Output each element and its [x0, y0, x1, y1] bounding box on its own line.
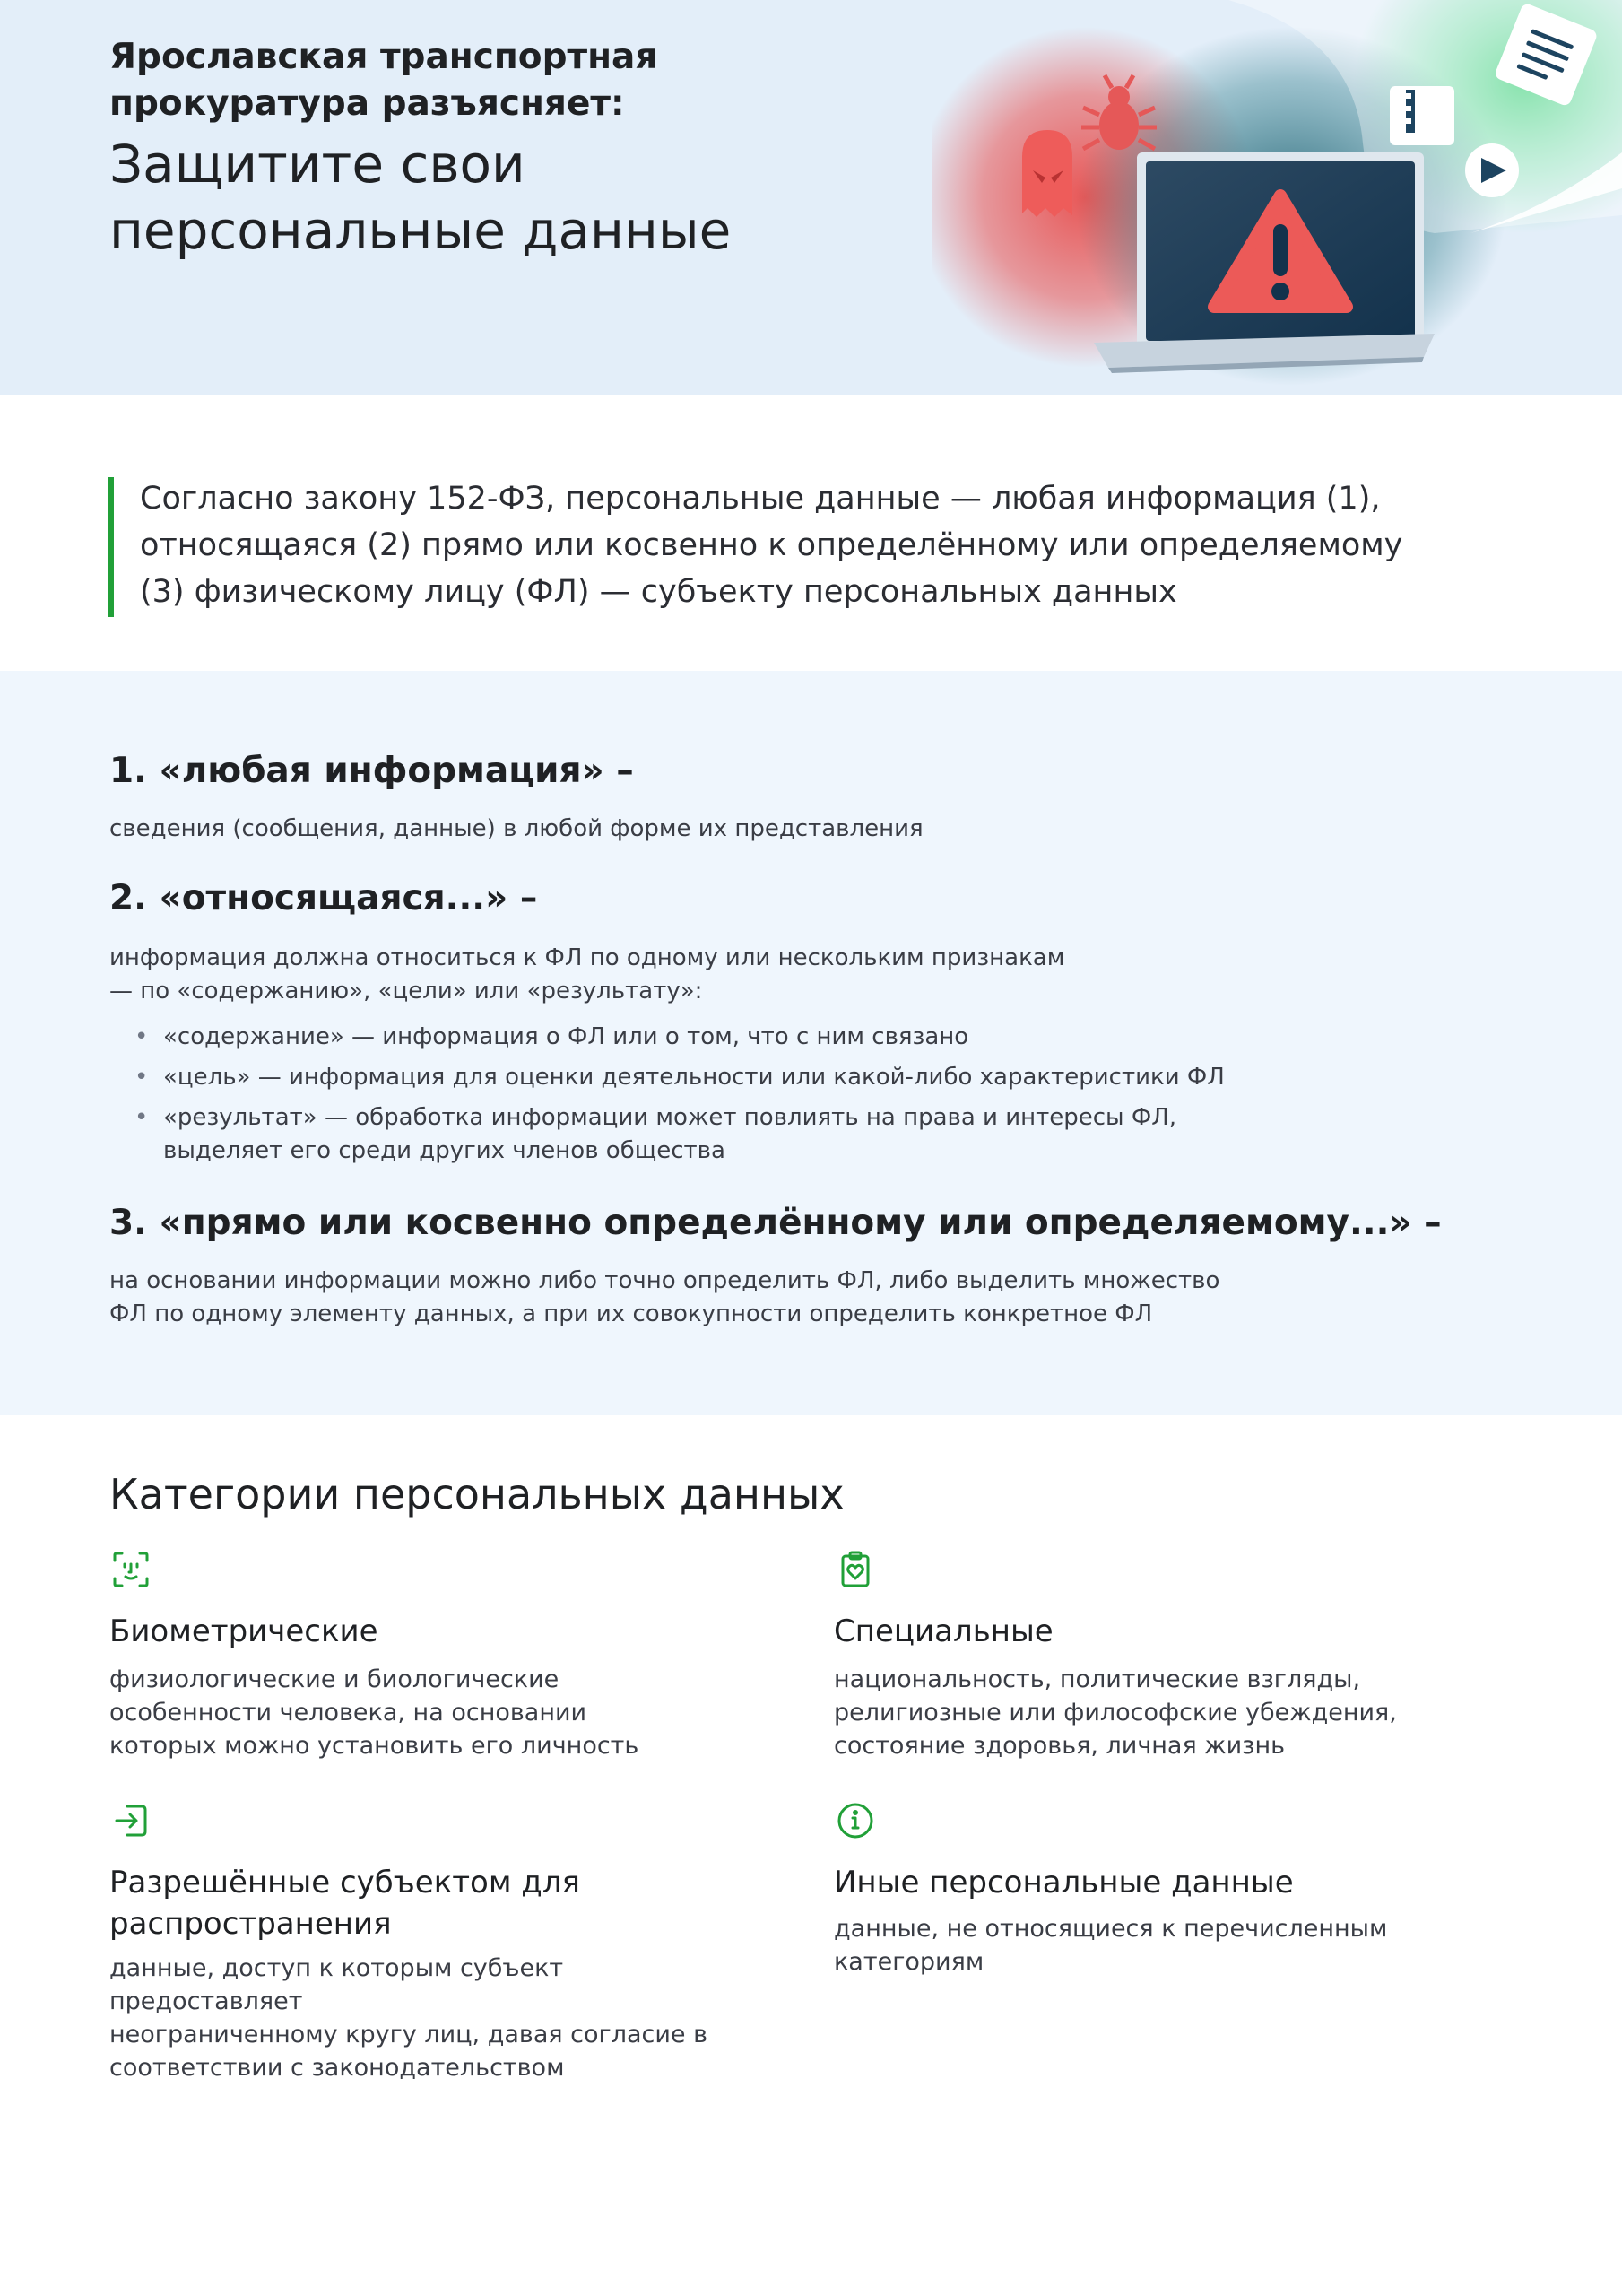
category-description — [834, 1663, 1479, 1762]
category-name-line: распространения — [109, 1906, 392, 1942]
category-name-line: Специальные — [834, 1613, 1054, 1649]
category-name — [109, 1862, 755, 1944]
category-desc-line: состояние здоровья, личная жизнь — [834, 1732, 1286, 1760]
intro-line: Согласно закону 152-ФЗ, персональные данные — любая информация (1), — [140, 481, 1381, 517]
category-name-line: Разрешённые субъектом для — [109, 1865, 580, 1900]
bullet-item — [134, 1021, 1300, 1054]
bullet-line: • «результат» — обработка информации может повлиять на права и интересы ФЛ, — [163, 1104, 1177, 1131]
definition-text-line: ФЛ по одному элементу данных, а при их совокупности определить конкретное ФЛ — [109, 1300, 1153, 1327]
category-name — [834, 1611, 1479, 1652]
category-permitted-distribution — [109, 1799, 755, 2082]
laptop-warning-illustration — [932, 0, 1622, 395]
org-line: прокуратура разъясняет: — [109, 83, 625, 124]
category-name-line: Биометрические — [109, 1613, 378, 1649]
category-name — [109, 1611, 755, 1652]
intro-line: (3) физическому лицу (ФЛ) — субъекту персональных данных — [140, 574, 1177, 610]
definition-2-title: 2. «относящаяся...» – — [109, 878, 538, 918]
category-other — [834, 1799, 1479, 1979]
bullet-item — [134, 1061, 1300, 1094]
definition-text-line: на основании информации можно либо точно определить ФЛ, либо выделить множество — [109, 1267, 1220, 1294]
definition-3-text — [109, 1265, 1275, 1331]
definition-1-title: 1. «любая информация» – — [109, 751, 634, 791]
category-desc-line: национальность, политические взгляды, — [834, 1665, 1361, 1693]
category-description — [109, 1952, 755, 2084]
definition-2-text — [109, 942, 1275, 1008]
page-title — [109, 131, 827, 264]
category-desc-line: религиозные или философские убеждения, — [834, 1699, 1397, 1726]
definitions-section — [0, 671, 1622, 1415]
login-arrow-icon — [109, 1799, 152, 1842]
definition-3-title: 3. «прямо или косвенно определённому или определяемому...» – — [109, 1203, 1442, 1243]
category-desc-line: данные, не относящиеся к перечисленным категориям — [834, 1915, 1388, 1976]
category-special — [834, 1548, 1479, 1772]
definition-2-bullets — [134, 1021, 1300, 1175]
org-line: Ярославская транспортная — [109, 37, 658, 77]
category-name — [834, 1862, 1479, 1903]
intro-section — [0, 395, 1622, 671]
info-circle-icon — [834, 1799, 877, 1842]
title-line: Защитите свои — [109, 134, 525, 195]
definition-1-text — [109, 813, 1275, 846]
category-desc-line: неограниченному кругу лиц, давая согласие в — [109, 2021, 708, 2048]
category-name-line: Иные персональные данные — [834, 1865, 1294, 1900]
category-desc-line: физиологические и биологические — [109, 1665, 559, 1693]
definition-text-line: информация должна относиться к ФЛ по одному или нескольким признакам — [109, 944, 1065, 971]
face-scan-icon — [109, 1548, 152, 1591]
bullet-line: выделяет его среди других членов общества — [163, 1137, 725, 1164]
intro-accent-bar — [108, 477, 114, 617]
categories-title: Категории персональных данных — [109, 1470, 845, 1518]
intro-quote — [140, 475, 1440, 615]
category-biometric — [109, 1548, 755, 1772]
title-line: персональные данные — [109, 200, 732, 261]
category-desc-line: особенности человека, на основании — [109, 1699, 587, 1726]
bullet-line: «содержание» — информация о ФЛ или о том, что с ним связано — [163, 1023, 969, 1050]
category-desc-line: которых можно установить его личность — [109, 1732, 639, 1760]
bullet-item — [134, 1101, 1300, 1168]
category-description — [109, 1663, 755, 1762]
definition-text-line: сведения (сообщения, данные) в любой форме их представления — [109, 815, 924, 842]
definition-text-line: — по «содержанию», «цели» или «результату»: — [109, 978, 703, 1004]
organization-title — [109, 34, 791, 127]
clipboard-heart-icon — [834, 1548, 877, 1591]
category-desc-line: данные, доступ к которым субъект предоставляет — [109, 1954, 564, 2015]
category-description — [834, 1912, 1479, 1979]
category-desc-line: соответствии с законодательством — [109, 2054, 565, 2082]
categories-section — [0, 1415, 1622, 2296]
bullet-line: «цель» — информация для оценки деятельности или какой-либо характеристики ФЛ — [163, 1064, 1225, 1091]
intro-line: относящаяся (2) прямо или косвенно к определённому или определяемому — [140, 527, 1403, 563]
header-banner — [0, 0, 1622, 395]
